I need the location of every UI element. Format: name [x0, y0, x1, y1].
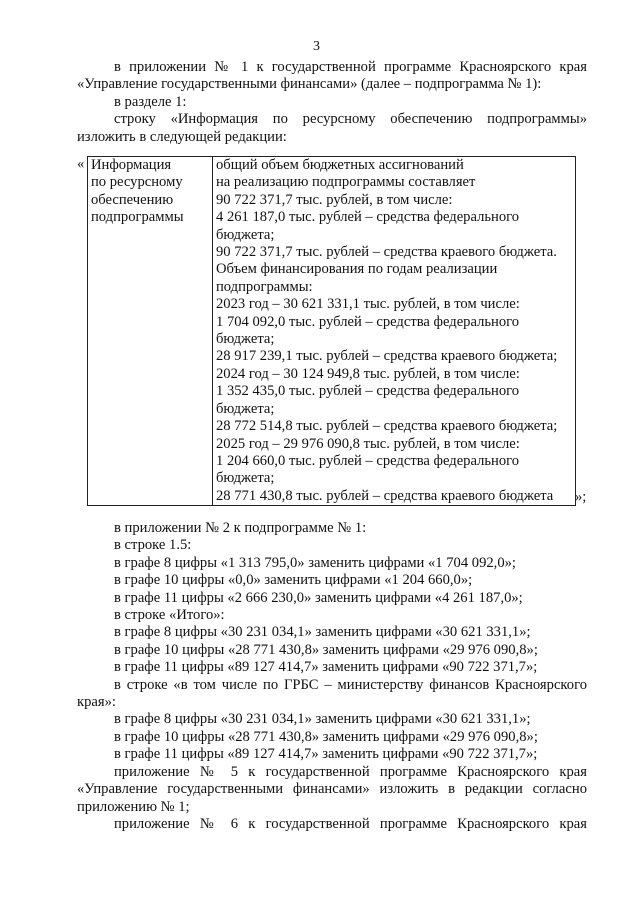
table-value-cell: [213, 157, 575, 505]
table-value-line: 28 772 514,8 тыс. рублей – средства краевого бюджета;: [216, 418, 558, 435]
table-value-line: 90 722 371,7 тыс. рублей, в том числе:: [216, 191, 453, 208]
intro-section: [77, 59, 587, 146]
table-label-line: Информация: [91, 157, 172, 173]
table-value-line: 2023 год – 30 621 331,1 тыс. рублей, в том числе:: [216, 296, 520, 313]
body-line-6: в строке «Итого»:: [114, 607, 225, 624]
table-value-line: подпрограммы:: [216, 278, 313, 295]
body-line-5: в графе 11 цифры «2 666 230,0» заменить цифрами «4 261 187,0»;: [114, 589, 523, 606]
body-section: [77, 520, 587, 833]
body-line-15: приложение № 6 к государственной программе Красноярского края: [114, 815, 587, 832]
table-value-line: бюджета;: [216, 331, 275, 348]
table-value-line: 2024 год – 30 124 949,8 тыс. рублей, в том числе:: [216, 365, 520, 382]
body-line-14: приложение № 5 к государственной программе Красноярского края «Управление государственными финансами» изложить в редакции согласно приложению № 1;: [77, 763, 587, 815]
table-value-line: бюджета;: [216, 400, 275, 417]
table-value-line: 1 204 660,0 тыс. рублей – средства федерального: [216, 452, 520, 469]
body-line-2: в строке 1.5:: [114, 537, 192, 554]
table-value-line: 90 722 371,7 тыс. рублей – средства краевого бюджета.: [216, 244, 557, 261]
table-value-line: 4 261 187,0 тыс. рублей – средства федерального: [216, 209, 520, 226]
intro-paragraph-2: в разделе 1:: [114, 93, 187, 110]
page-number: 3: [313, 39, 320, 54]
table-value-line: общий объем бюджетных ассигнований: [216, 157, 464, 173]
table-value-line: 1 352 435,0 тыс. рублей – средства федерального: [216, 383, 520, 400]
body-line-8: в графе 10 цифры «28 771 430,8» заменить цифрами «29 976 090,8»;: [114, 641, 538, 658]
table-value-line: 1 704 092,0 тыс. рублей – средства федерального: [216, 313, 520, 330]
body-line-9: в графе 11 цифры «89 127 414,7» заменить цифрами «90 722 371,7»;: [114, 659, 538, 676]
intro-paragraph-1: в приложении № 1 к государственной программе Красноярского края «Управление государственными финансами» (далее – подпрограмма № 1):: [77, 59, 587, 93]
table-value-line: 2025 год – 29 976 090,8 тыс. рублей, в том числе:: [216, 435, 520, 452]
body-line-1: в приложении № 2 к подпрограмме № 1:: [114, 520, 367, 536]
table-value-line: бюджета;: [216, 470, 275, 487]
table-label-line: подпрограммы: [91, 209, 184, 226]
table-value-line: 28 771 430,8 тыс. рублей – средства краевого бюджета: [216, 487, 554, 504]
table-value-line: на реализацию подпрограммы составляет: [216, 174, 476, 191]
table-label-cell: [88, 157, 213, 505]
resource-table: [87, 156, 576, 506]
intro-paragraph-3: строку «Информация по ресурсному обеспечению подпрограммы» изложить в следующей редакции:: [77, 111, 587, 145]
body-line-7: в графе 8 цифры «30 231 034,1» заменить цифрами «30 621 331,1»;: [114, 624, 531, 641]
opening-quote: «: [77, 156, 85, 172]
body-line-3: в графе 8 цифры «1 313 795,0» заменить цифрами «1 704 092,0»;: [114, 554, 516, 571]
closing-quote: »;: [575, 489, 587, 505]
table-label-line: по ресурсному: [91, 174, 183, 191]
body-line-10: в строке «в том числе по ГРБС – министерству финансов Красноярского края»:: [77, 676, 587, 711]
body-line-12: в графе 10 цифры «28 771 430,8» заменить цифрами «29 976 090,8»;: [114, 728, 538, 745]
body-line-4: в графе 10 цифры «0,0» заменить цифрами «1 204 660,0»;: [114, 572, 473, 589]
resource-table-wrapper: [77, 156, 597, 508]
table-label-line: обеспечению: [91, 191, 174, 208]
body-line-13: в графе 11 цифры «89 127 414,7» заменить цифрами «90 722 371,7»;: [114, 746, 538, 763]
table-value-line: бюджета;: [216, 226, 275, 243]
table-value-line: 28 917 239,1 тыс. рублей – средства краевого бюджета;: [216, 348, 558, 365]
table-value-line: Объем финансирования по годам реализации: [216, 261, 498, 278]
body-line-11: в графе 8 цифры «30 231 034,1» заменить цифрами «30 621 331,1»;: [114, 711, 531, 728]
